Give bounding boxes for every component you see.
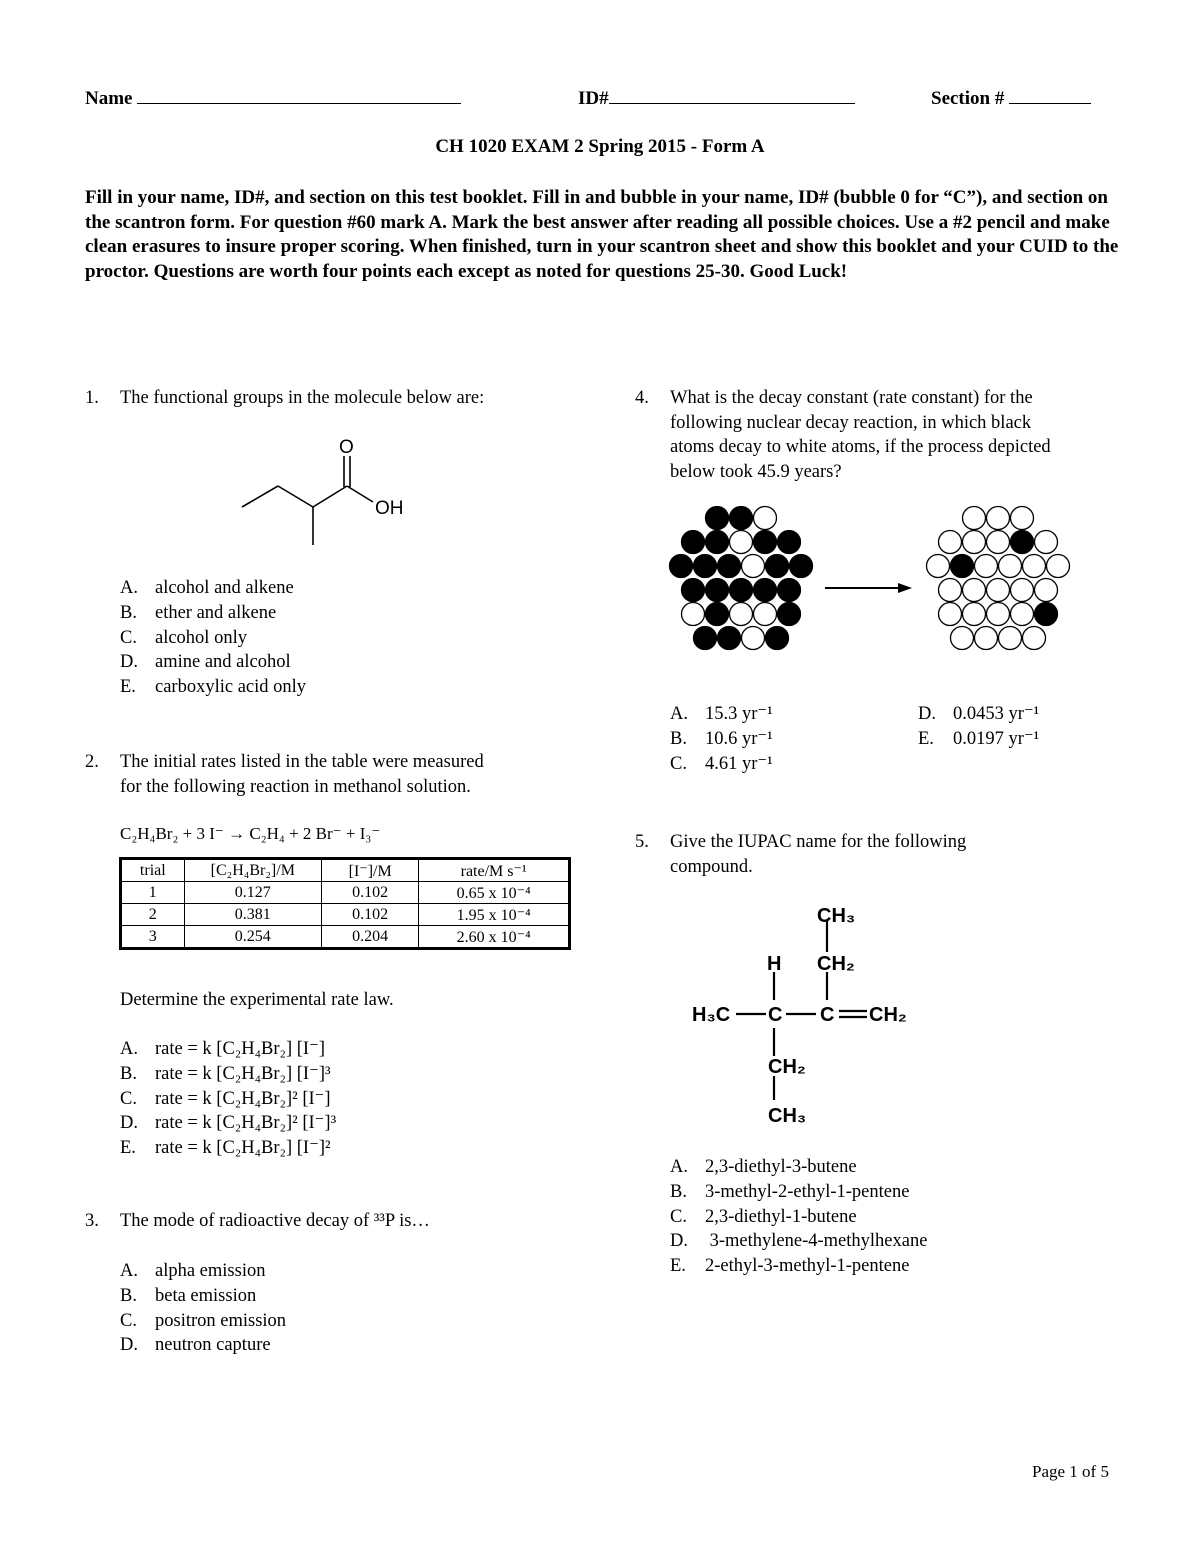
question-text-line-1: The initial rates listed in the table were measured [120,752,484,772]
option-d[interactable]: D. rate = k [C₂H₄Br₂]² [I⁻]³ [120,1113,337,1134]
alkene-structure [690,895,940,1130]
white-atom [682,603,705,626]
id-blank[interactable] [609,88,855,104]
q4-options-right [918,702,1039,752]
white-atom [1011,579,1034,602]
white-atom [939,603,962,626]
question-4 [635,386,1135,486]
option-b[interactable]: B. ether and alkene [120,602,277,623]
decay-diagram [660,500,1080,685]
arrow-icon [825,583,912,593]
oxygen-label: O [339,437,354,458]
page-number: Page 1 of 5 [1032,1462,1109,1481]
option-c[interactable]: C. alcohol only [120,627,247,648]
section-field[interactable] [931,88,1091,110]
black-atom [766,555,789,578]
black-atom [670,555,693,578]
table-row: 1 0.127 0.102 0.65 x 10⁻⁴ [121,882,570,904]
black-atom [706,603,729,626]
question-text-line-2: compound. [670,856,753,877]
black-atom [778,603,801,626]
black-atom [682,531,705,554]
name-label: Name [85,88,133,109]
header-rate: rate/M s⁻¹ [419,859,570,882]
id-label: ID# [578,88,609,109]
black-atom [718,555,741,578]
black-atom [718,627,741,650]
black-atom [694,555,717,578]
white-atom [963,507,986,530]
white-atom [939,531,962,554]
white-atom [939,579,962,602]
option-e[interactable]: E. 2-ethyl-3-methyl-1-pentene [670,1256,910,1277]
question-text-line-1: What is the decay constant (rate constant) for the [670,388,1033,408]
black-atom [682,579,705,602]
carbon-label: C [768,1004,783,1026]
white-atom [1011,603,1034,626]
white-atom [742,627,765,650]
top-ch3-label: CH₃ [817,905,856,927]
reaction-equation: C₂H₄Br₂ + 3 I⁻ → C₂H₄ + 2 Br⁻ + I₃⁻ [120,824,381,843]
black-atom [730,507,753,530]
white-atom [1023,627,1046,650]
question-text-line-3: atoms decay to white atoms, if the process depicted [670,437,1051,458]
black-atom [706,507,729,530]
black-atom [766,627,789,650]
white-atom [1035,579,1058,602]
black-atom [778,579,801,602]
lower-ch2-label: CH₂ [768,1056,806,1078]
option-b[interactable]: B. rate = k [C₂H₄Br₂] [I⁻]³ [120,1063,331,1084]
black-atom [1011,531,1034,554]
question-text-line-4: below took 45.9 years? [670,461,842,482]
table-row: 2 0.381 0.102 1.95 x 10⁻⁴ [121,904,570,926]
name-field[interactable] [85,88,461,110]
option-b[interactable]: B. 3-methyl-2-ethyl-1-pentene [670,1181,910,1202]
q2-prompt: Determine the experimental rate law. [120,990,394,1010]
question-5 [635,830,1135,882]
question-number: 5. [635,832,649,852]
option-e[interactable]: E. rate = k [C₂H₄Br₂] [I⁻]² [120,1138,331,1159]
option-a[interactable]: A. 2,3-diethyl-3-butene [670,1157,857,1177]
question-2 [85,750,585,802]
white-atom [754,603,777,626]
white-atom [975,555,998,578]
white-atom [987,603,1010,626]
question-text-line-1: Give the IUPAC name for the following [670,832,967,852]
white-atom [963,603,986,626]
option-b[interactable]: B. 10.6 yr⁻¹ [670,728,773,749]
option-c[interactable]: C. rate = k [C₂H₄Br₂]² [I⁻] [120,1088,331,1109]
hydroxyl-label: OH [375,498,404,519]
section-blank[interactable] [1009,88,1091,104]
option-d[interactable]: D. 0.0453 yr⁻¹ [918,704,1040,724]
q4-options-left [670,702,773,776]
after-atom-cluster [927,507,1070,650]
option-d[interactable]: D. 3-methylene-4-methylhexane [670,1231,928,1252]
white-atom [927,555,950,578]
option-a[interactable]: A. alpha emission [120,1261,266,1281]
before-atom-cluster [670,507,813,650]
black-atom [706,579,729,602]
question-text-line-2: for the following reaction in methanol solution. [120,776,471,797]
option-a[interactable]: A. rate = k [C₂H₄Br₂] [I⁻] [120,1039,326,1059]
white-atom [730,603,753,626]
question-number: 2. [85,752,99,772]
white-atom [999,627,1022,650]
question-text: The mode of radioactive decay of ³³P is… [120,1211,430,1231]
black-atom [1035,603,1058,626]
q3-options [120,1259,286,1358]
option-a[interactable]: A. 15.3 yr⁻¹ [670,704,773,724]
white-atom [963,579,986,602]
id-field[interactable] [578,88,855,110]
name-blank[interactable] [137,88,461,104]
black-atom [778,531,801,554]
black-atom [754,579,777,602]
bottom-ch3-label: CH₃ [768,1105,807,1127]
eq-ch2-label: CH₂ [869,1004,907,1026]
upper-ch2-label: CH₂ [817,953,855,975]
option-c[interactable]: C. 4.61 yr⁻¹ [670,753,773,774]
table-header-row [121,859,570,882]
white-atom [951,627,974,650]
white-atom [1047,555,1070,578]
question-text-line-2: following nuclear decay reaction, in which black [670,412,1032,433]
white-atom [742,555,765,578]
white-atom [1035,531,1058,554]
white-atom [754,507,777,530]
question-text: The functional groups in the molecule below are: [120,388,485,408]
option-a[interactable]: A. alcohol and alkene [120,578,294,598]
white-atom [987,507,1010,530]
section-label: Section # [931,88,1005,109]
table-row: 3 0.254 0.204 2.60 x 10⁻⁴ [121,926,570,949]
option-d[interactable]: D. neutron capture [120,1335,271,1356]
white-atom [730,531,753,554]
white-atom [1023,555,1046,578]
option-d[interactable]: D. amine and alcohol [120,652,291,673]
option-c[interactable]: C. positron emission [120,1310,287,1331]
header-conc-iodide: [I⁻]/M [321,859,418,882]
black-atom [790,555,813,578]
black-atom [706,531,729,554]
question-1 [85,386,585,416]
white-atom [987,531,1010,554]
option-b[interactable]: B. beta emission [120,1285,257,1306]
q1-options [120,576,306,700]
h-label: H [767,953,782,975]
black-atom [951,555,974,578]
header-conc-c2h4br2: [C₂H₄Br₂]/M [184,859,321,882]
white-atom [975,627,998,650]
carbon-label: C [820,1004,835,1026]
instructions: Fill in your name, ID#, and section on this test booklet. Fill in and bubble in your name, ID# (bubble 0 for “C”), and section on the scantron form. For question #60 mark A. Mark the best answer after reading all possible choices. Use a #2 pencil and make clean erasures to insure proper scoring. When finished, turn in your scantron sheet and show this booklet and your CUID to the proctor. Questions are worth four points each except as noted for questions 25-30. Good Luck! [85,187,1119,282]
carboxylic-acid-structure [230,430,430,555]
exam-title: CH 1020 EXAM 2 Spring 2015 - Form A [435,136,765,157]
black-atom [754,531,777,554]
white-atom [1011,507,1034,530]
rate-table [119,857,571,950]
h3c-label: H₃C [692,1004,731,1026]
black-atom [730,579,753,602]
white-atom [999,555,1022,578]
question-number: 4. [635,388,649,408]
black-atom [694,627,717,650]
header-trial: trial [121,859,185,882]
question-number: 1. [85,388,99,408]
option-e[interactable]: E. carboxylic acid only [120,677,307,698]
white-atom [987,579,1010,602]
white-atom [963,531,986,554]
option-e[interactable]: E. 0.0197 yr⁻¹ [918,728,1040,749]
q5-options [670,1155,927,1279]
q2-options [120,1037,336,1161]
question-3 [85,1209,585,1237]
question-number: 3. [85,1211,99,1231]
option-c[interactable]: C. 2,3-diethyl-1-butene [670,1206,857,1227]
